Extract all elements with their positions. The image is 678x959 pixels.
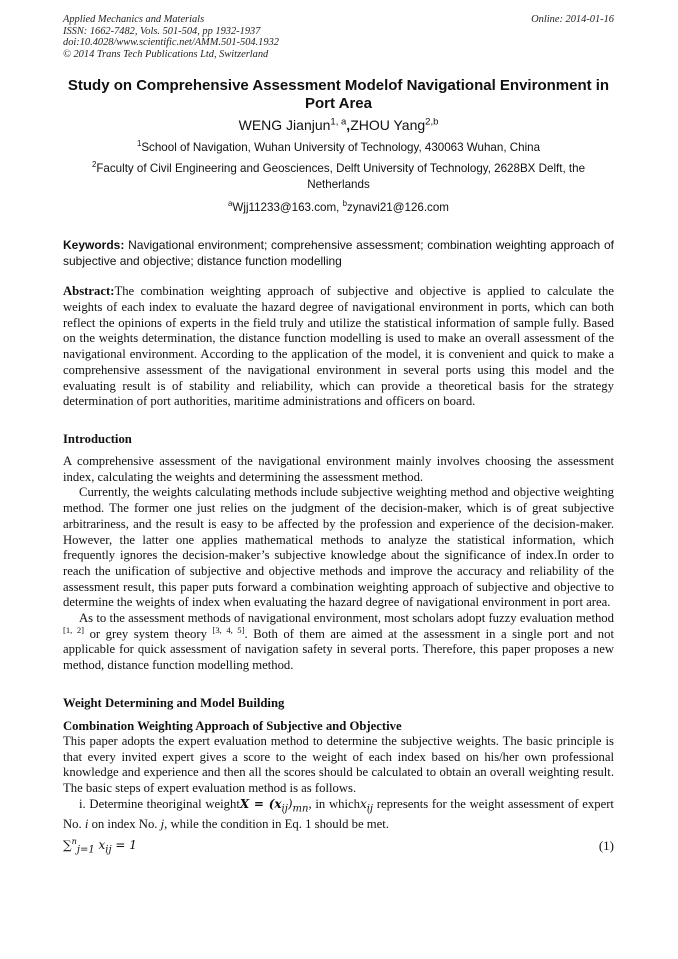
step-1-a: i. Determine theoriginal weight [79, 796, 240, 811]
affiliation-1 [63, 140, 614, 156]
step-1-c: represents for the weight assessment of expert No. [63, 796, 614, 831]
author-2: ZHOU Yang [350, 117, 426, 134]
keywords [63, 237, 614, 269]
keywords-text: Navigational environment; comprehensive assessment; combination weighting approach of subjective and objective; distance function modelling [63, 238, 614, 269]
step-1-d: on index No. [88, 816, 161, 831]
abstract [63, 284, 614, 410]
equation-1-formula [63, 838, 137, 855]
eq-sum-sub: j=1 [76, 844, 95, 856]
journal-header [63, 14, 614, 60]
affiliation-1-sup: 1 [136, 139, 142, 149]
intro-p3-c: . Both of them are aimed at the assessment in a single port and not applicable for quick assessment of navigation safety in several ports. Therefore, this paper proposes a new method, distance function modelling method. [63, 626, 614, 673]
author-separator: , [346, 117, 351, 134]
journal-name: Applied Mechanics and Materials [63, 14, 205, 25]
equation-1-number: (1) [598, 838, 614, 854]
author-line [63, 116, 614, 134]
author-1: WENG Jianjun [238, 117, 331, 134]
copyright-line: © 2014 Trans Tech Publications Ltd, Switzerland [63, 48, 269, 60]
weights-heading: Weight Determining and Model Building [63, 695, 285, 710]
keywords-label: Keywords: [63, 238, 129, 253]
step-1-j: j [160, 816, 165, 831]
eq-x: x [94, 838, 106, 853]
issn-line: ISSN: 1662-7482, Vols. 501-504, pp 1932-1937 [63, 25, 261, 37]
abstract-text: The combination weighting approach of subjective and objective is applied to calculate the weights of each index to evaluate the hazard degree of navigational environment in ports, which can both reflect the opinions of experts in the field truly and utilize the statistical information of sample fully. Based on the weights determination, the distance function modelling is used to make an overall assessment of the navigational environment. According to the application of the model, it is convenient and quick to make a comprehensive assessment of the navigational environment in several ports using this model and the evaluating result is of stability and reliability, which can provide a theoretical basis for the strategy determination of port authorities, maritime administrations and officers on board. [63, 284, 614, 409]
email-line [63, 200, 614, 216]
step-1-b: , in which [308, 796, 360, 811]
intro-paragraph-2: Currently, the weights calculating methods include subjective weighting method and objective weighting method. The former one just relies on the judgment of the decision-maker, which is of great subjective arbitrariness, and the result is easy to be affected by the profession and experience of the decision-maker. However, the latter one applies mathematical methods to analyze the statistical information, which frequently ignores the decision-maker’s subjective knowledge about the significance of index.In order to reach the unification of subjective and objective methods and improve the accuracy and reliability of the assessment result, this paper puts forward a combination weighting approach of subjective and objective to determine the weights of index when evaluating the hazard degree of navigational environment in port area. [63, 485, 614, 610]
abstract-label: Abstract: [63, 284, 115, 299]
eq-sum-sup: n [71, 836, 77, 847]
x-ij-x: x [359, 796, 367, 811]
citation-1-2[interactable]: [1, 2] [63, 624, 85, 635]
author-1-sup: 1, a [330, 116, 347, 128]
weights-subheading: Combination Weighting Approach of Subjective and Objective [63, 718, 402, 733]
doi-line[interactable]: doi:10.4028/www.scientific.net/AMM.501-504.1932 [63, 37, 279, 49]
affiliation-2 [63, 161, 614, 193]
paper-title: Study on Comprehensive Assessment Modelof Navigational Environment in Port Area [67, 77, 610, 113]
eq-x-ij: ij [105, 844, 112, 856]
eq-sum: ∑ [63, 838, 72, 853]
email-a-sup: a [228, 199, 233, 209]
weights-section [63, 734, 614, 833]
online-date: Online: 2014-01-16 [531, 14, 614, 25]
x-ij-sub: ij [366, 803, 374, 815]
citation-3-4-5[interactable]: [3, 4, 5] [212, 624, 245, 635]
intro-p3-b: or grey system theory [84, 626, 213, 641]
intro-paragraph-3 [63, 611, 614, 674]
paper-page [63, 14, 614, 856]
matrix-x-close: ) [287, 796, 293, 811]
introduction-section [63, 454, 614, 674]
introduction-heading: Introduction [63, 432, 132, 446]
matrix-x [239, 796, 309, 815]
affiliation-2-text: Faculty of Civil Engineering and Geosciences, Delft University of Technology, 2628BX Delft, the Netherlands [96, 162, 586, 192]
email-b[interactable]: zynavi21@126.com [346, 201, 449, 215]
x-ij [359, 796, 374, 815]
step-1-e: , while the condition in Eq. 1 should be met. [164, 816, 389, 831]
matrix-x-open: X = (x [239, 796, 282, 811]
intro-paragraph-1: A comprehensive assessment of the navigational environment mainly involves choosing the assessment index, calculating the weights and determining the assessment method. [63, 454, 614, 484]
affiliation-2-sup: 2 [91, 160, 97, 170]
matrix-x-ij: ij [281, 803, 288, 815]
email-b-sup: b [342, 199, 347, 209]
eq-end: = 1 [111, 838, 137, 853]
matrix-x-mn: mn [292, 803, 309, 815]
author-2-sup: 2,b [425, 116, 439, 128]
email-a[interactable]: Wjj11233@163.com, [232, 201, 343, 215]
weights-paragraph-1: This paper adopts the expert evaluation method to determine the subjective weights. The basic principle is that every invited expert gives a score to the weight of each index based on his/her own professional knowledge and experience and then all the scores should be calculated to obtain an overall weighting result. The basic steps of expert evaluation method is as follows. [63, 733, 614, 795]
affiliation-1-text: School of Navigation, Wuhan University of Technology, 430063 Wuhan, China [141, 141, 541, 155]
weights-step-1 [63, 797, 614, 833]
intro-p3-a: As to the assessment methods of navigational environment, most scholars adopt fuzzy evaluation method [79, 611, 614, 626]
equation-1 [63, 838, 614, 855]
step-1-i: i [84, 816, 89, 831]
